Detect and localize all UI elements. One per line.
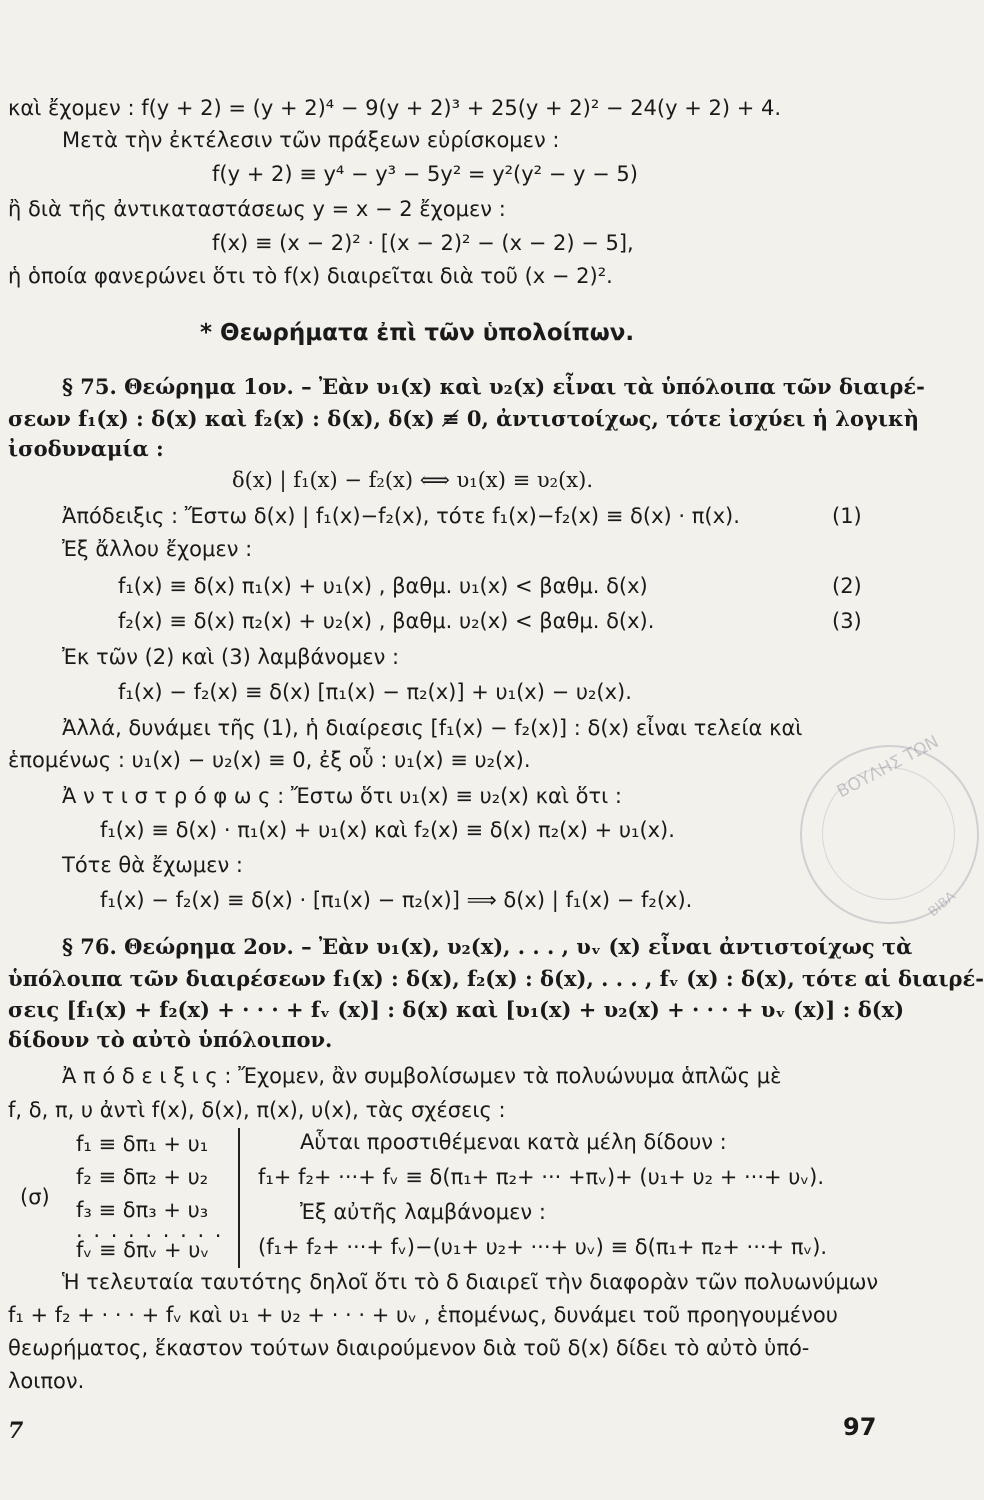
text-line: Αὗται προστιθέμεναι κατὰ μέλη δίδουν : xyxy=(300,1130,727,1154)
text-line: ἡ ὁποία φανερώνει ὅτι τὸ f(x) διαιρεῖται διὰ τοῦ (x − 2)². xyxy=(8,264,613,288)
equation: f(x) ≡ (x − 2)² · [(x − 2)² − (x − 2) − 5], xyxy=(212,231,634,255)
equation-number: (2) xyxy=(832,574,862,598)
text-line: ἑπομένως : υ₁(x) − υ₂(x) ≡ 0, ἐξ οὗ : υ₁(x) ≡ υ₂(x). xyxy=(8,748,531,772)
text-line: θεωρήματος, ἕκαστον τούτων διαιρούμενον διὰ τοῦ δ(x) δίδει τὸ αὐτὸ ὑπό- xyxy=(8,1336,810,1360)
text-line: Ἐξ αὐτῆς λαμβάνομεν : xyxy=(300,1200,546,1224)
system-row: f₃ ≡ δπ₃ + υ₃ xyxy=(76,1198,209,1222)
equation-number: (3) xyxy=(832,609,862,633)
text-line: f₁ + f₂ + · · · + fᵥ καὶ υ₁ + υ₂ + · · · + υᵥ , ἑπομένως, δυνάμει τοῦ προηγουμένου xyxy=(8,1303,838,1327)
theorem-1-statement: ἰσοδυναμία : xyxy=(8,436,164,461)
converse-line: Ἀ ν τ ι σ τ ρ ό φ ω ς : Ἔστω ὅτι υ₁(x) ≡ υ₂(x) καὶ ὅτι : xyxy=(62,784,623,808)
text-line: Τότε θὰ ἔχωμεν : xyxy=(62,853,243,877)
stamp-text-2: ΒΙΒΛ xyxy=(925,888,959,921)
vertical-divider xyxy=(238,1128,240,1268)
text-line: ἢ διὰ τῆς ἀντικαταστάσεως y = x − 2 ἔχομεν : xyxy=(8,197,506,221)
text-line: λοιπον. xyxy=(8,1369,85,1393)
equation: f₁(x) ≡ δ(x) π₁(x) + υ₁(x) , βαθμ. υ₁(x) < βαθμ. δ(x) xyxy=(118,574,648,598)
equation: f₁(x) − f₂(x) ≡ δ(x) · [π₁(x) − π₂(x)] ⟹ δ(x) | f₁(x) − f₂(x). xyxy=(100,888,693,912)
system-row: f₂ ≡ δπ₂ + υ₂ xyxy=(76,1165,209,1189)
equation: f₂(x) ≡ δ(x) π₂(x) + υ₂(x) , βαθμ. υ₂(x) < βαθμ. δ(x). xyxy=(118,609,655,633)
signature-mark: 7 xyxy=(8,1418,24,1444)
section-heading: * Θεωρήματα ἐπὶ τῶν ὑπολοίπων. xyxy=(200,320,635,346)
text-line: Ἡ τελευταία ταυτότης δηλοῖ ὅτι τὸ δ διαιρεῖ τὴν διαφορὰν τῶν πολυωνύμων xyxy=(62,1270,879,1294)
system-row: fᵥ ≡ δπᵥ + υᵥ xyxy=(76,1238,210,1262)
theorem-1-statement: § 75. Θεώρημα 1ον. – Ἐὰν υ₁(x) καὶ υ₂(x) εἶναι τὰ ὑπόλοιπα τῶν διαιρέ- xyxy=(62,374,925,399)
system-row-dots: . . . . . . . . . xyxy=(76,1218,224,1242)
stamp-text: ΒΟΥΛΗΣ ΤΩΝ xyxy=(833,731,943,803)
equivalence: δ(x) | f₁(x) − f₂(x) ⟺ υ₁(x) ≡ υ₂(x). xyxy=(232,468,593,492)
equation: f(y + 2) ≡ y⁴ − y³ − 5y² = y²(y² − y − 5) xyxy=(212,162,638,186)
equation-number: (1) xyxy=(832,504,862,528)
text-line: Ἐκ τῶν (2) καὶ (3) λαμβάνομεν : xyxy=(62,645,400,669)
theorem-2-statement: δίδουν τὸ αὐτὸ ὑπόλοιπον. xyxy=(8,1027,333,1052)
proof-line: Ἀ π ό δ ε ι ξ ι ς : Ἔχομεν, ἂν συμβολίσωμεν τὰ πολυώνυμα ἁπλῶς μὲ xyxy=(62,1064,782,1088)
system-label: (σ) xyxy=(20,1185,50,1209)
text-line: καὶ ἔχομεν : f(y + 2) = (y + 2)⁴ − 9(y + 2)³ + 25(y + 2)² − 24(y + 2) + 4. xyxy=(8,96,782,120)
theorem-2-statement: § 76. Θεώρημα 2ον. – Ἐὰν υ₁(x), υ₂(x), . . . , υᵥ (x) εἶναι ἀντιστοίχως τὰ xyxy=(62,934,913,959)
equation: f₁(x) ≡ δ(x) · π₁(x) + υ₁(x) καὶ f₂(x) ≡ δ(x) π₂(x) + υ₁(x). xyxy=(100,818,675,842)
text-line: Μετὰ τὴν ἐκτέλεσιν τῶν πράξεων εὑρίσκομεν : xyxy=(62,128,560,152)
text-line: f, δ, π, υ ἀντὶ f(x), δ(x), π(x), υ(x), τὰς σχέσεις : xyxy=(8,1098,506,1122)
system-row: f₁ ≡ δπ₁ + υ₁ xyxy=(76,1132,209,1156)
equation: (f₁+ f₂+ ···+ fᵥ)−(υ₁+ υ₂+ ···+ υᵥ) ≡ δ(π₁+ π₂+ ···+ πᵥ). xyxy=(258,1235,828,1259)
text-line: Ἐξ ἄλλου ἔχομεν : xyxy=(62,537,253,561)
equation: f₁+ f₂+ ···+ fᵥ ≡ δ(π₁+ π₂+ ··· +πᵥ)+ (υ₁+ υ₂ + ···+ υᵥ). xyxy=(258,1165,825,1189)
equation: f₁(x) − f₂(x) ≡ δ(x) [π₁(x) − π₂(x)] + υ₁(x) − υ₂(x). xyxy=(118,680,632,704)
theorem-2-statement: ὑπόλοιπα τῶν διαιρέσεων f₁(x) : δ(x), f₂(x) : δ(x), . . . , fᵥ (x) : δ(x), τότε αἱ διαιρέ- xyxy=(8,966,984,991)
proof-line: Ἀπόδειξις : Ἔστω δ(x) | f₁(x)−f₂(x), τότε f₁(x)−f₂(x) ≡ δ(x) · π(x). xyxy=(62,504,740,528)
library-stamp xyxy=(800,731,979,924)
theorem-2-statement: σεις [f₁(x) + f₂(x) + · · · + fᵥ (x)] : δ(x) καὶ [υ₁(x) + υ₂(x) + · · · + υᵥ (x)] : δ(x) xyxy=(8,997,905,1022)
text-line: Ἀλλά, δυνάμει τῆς (1), ἡ διαίρεσις [f₁(x) − f₂(x)] : δ(x) εἶναι τελεία καὶ xyxy=(62,716,803,740)
page-number: 97 xyxy=(843,1413,877,1441)
theorem-1-statement: σεων f₁(x) : δ(x) καὶ f₂(x) : δ(x), δ(x) ≢ 0, ἀντιστοίχως, τότε ἰσχύει ἡ λογικὴ xyxy=(8,406,920,431)
